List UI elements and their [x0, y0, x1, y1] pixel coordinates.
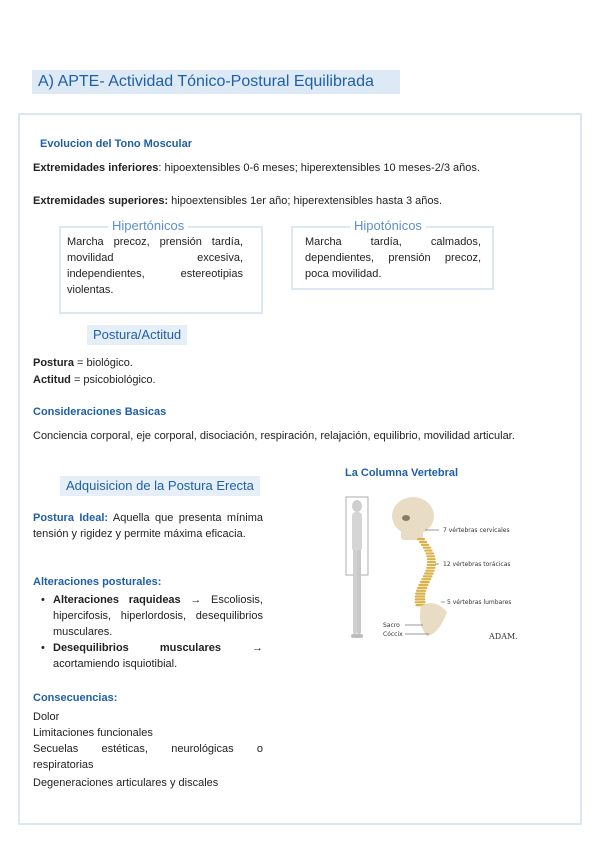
vertebra	[424, 549, 433, 551]
vertebra	[424, 572, 434, 574]
vertebra	[423, 575, 433, 577]
vertebra	[418, 584, 428, 586]
label-cervicales: 7 vértebras cervicales	[443, 527, 510, 534]
postura-actitud-label: Postura/Actitud	[87, 325, 187, 345]
pelvis-icon	[420, 603, 447, 636]
skull-icon	[392, 497, 434, 540]
alteracion-text: → Escoliosis, hipercifosis, hiperlordosis, desequilibrios musculares.	[53, 594, 263, 638]
body-silhouette-icon	[346, 497, 368, 638]
hipotonicos-text: Marcha tardía, calmados, dependientes, prensión precoz, poca movilidad.	[305, 236, 481, 280]
hipotonicos-title: Hipotónicos	[350, 219, 426, 233]
vertebra	[415, 593, 425, 595]
hipertonicos-box	[59, 226, 263, 314]
adquisicion-label: Adquisicion de la Postura Erecta	[60, 476, 260, 496]
postura-line	[33, 355, 133, 371]
pelvis-shape	[420, 603, 447, 636]
vertebra	[415, 595, 426, 597]
label-lumbares: 5 vértebras lumbares	[447, 599, 512, 606]
superiores-text: hipoextensibles 1er año; hiperextensibles hasta 3 años.	[168, 195, 443, 207]
page-title: A) APTE- Actividad Tónico-Postural Equilibrada	[32, 70, 400, 94]
vertebra	[426, 555, 435, 557]
consecuencia-item: Secuelas estéticas, neurológicas o respiratorias	[33, 743, 263, 771]
consecuencia-item: Limitaciones funcionales	[33, 727, 153, 739]
postura-label: Postura	[33, 357, 74, 369]
vertebra	[421, 544, 429, 546]
inferiores-label: Extremidades inferiores	[33, 162, 159, 174]
consecuencia-item: Degeneraciones articulares y discales	[33, 777, 219, 789]
vertebra	[415, 598, 426, 600]
vertebra	[423, 547, 431, 549]
actitud-line	[33, 372, 156, 388]
postura-ideal-label: Postura Ideal:	[33, 512, 109, 524]
vertebra	[417, 538, 425, 540]
tono-heading: Evolucion del Tono Moscular	[40, 138, 192, 150]
alteraciones-heading: Alteraciones posturales:	[33, 576, 162, 588]
spine-vertebrae	[415, 538, 436, 606]
vertebra	[417, 587, 427, 589]
extremidades-superiores	[33, 193, 563, 209]
consideraciones-text: Conciencia corporal, eje corporal, disociación, respiración, relajación, equilibrio, movilidad articular.	[33, 430, 515, 442]
postura-ideal-text: Aquella que presenta mínima tensión y rigidez y permite máxima eficacia.	[33, 512, 263, 540]
postura-text: = biológico.	[73, 357, 133, 369]
actitud-label: Actitud	[33, 374, 71, 386]
vertebra	[416, 590, 426, 592]
vertebra	[427, 558, 436, 560]
label-sacro: Sacro	[383, 622, 400, 629]
vertebra	[420, 581, 430, 583]
alteracion-label: Alteraciones raquideas	[53, 594, 181, 606]
label-toracicas: 12 vértebras torácicas	[443, 561, 511, 568]
list-item	[33, 640, 263, 672]
vertebra	[425, 570, 434, 572]
hipotonicos-box	[291, 226, 494, 290]
extremidades-inferiores	[33, 160, 563, 176]
vertebra	[421, 578, 431, 580]
consideraciones-heading: Consideraciones Basicas	[33, 406, 167, 418]
figure-title: La Columna Vertebral	[345, 467, 459, 479]
vertebra	[427, 564, 436, 566]
alteracion-text: → acortamiendo isquiotibial.	[53, 642, 263, 670]
alteracion-label: Desequilibrios musculares	[53, 642, 221, 654]
inferiores-text: : hipoextensibles 0-6 meses; hiperextensibles 10 meses-2/3 años.	[158, 162, 480, 174]
vertebra	[425, 552, 434, 554]
list-item	[33, 592, 263, 640]
vertebra	[426, 567, 435, 569]
postura-ideal	[33, 510, 263, 542]
vertebra	[415, 601, 426, 603]
figure-credit: ADAM.	[489, 632, 518, 641]
vertebra	[427, 561, 436, 563]
label-coccix: Cóccix	[383, 631, 403, 638]
content-frame	[18, 113, 582, 825]
consecuencia-item: Dolor	[33, 711, 60, 723]
hipertonicos-text: Marcha precoz, prensión tardía, movilidad excesiva, independientes, estereotipias violentas.	[67, 236, 243, 296]
superiores-label: Extremidades superiores:	[33, 195, 169, 207]
vertebra	[419, 541, 427, 543]
alteraciones-list	[33, 592, 263, 672]
hipertonicos-title: Hipertónicos	[108, 219, 188, 233]
actitud-text: = psicobiológico.	[70, 374, 156, 386]
consecuencias-heading: Consecuencias:	[33, 692, 118, 704]
spine-figure	[343, 494, 553, 646]
